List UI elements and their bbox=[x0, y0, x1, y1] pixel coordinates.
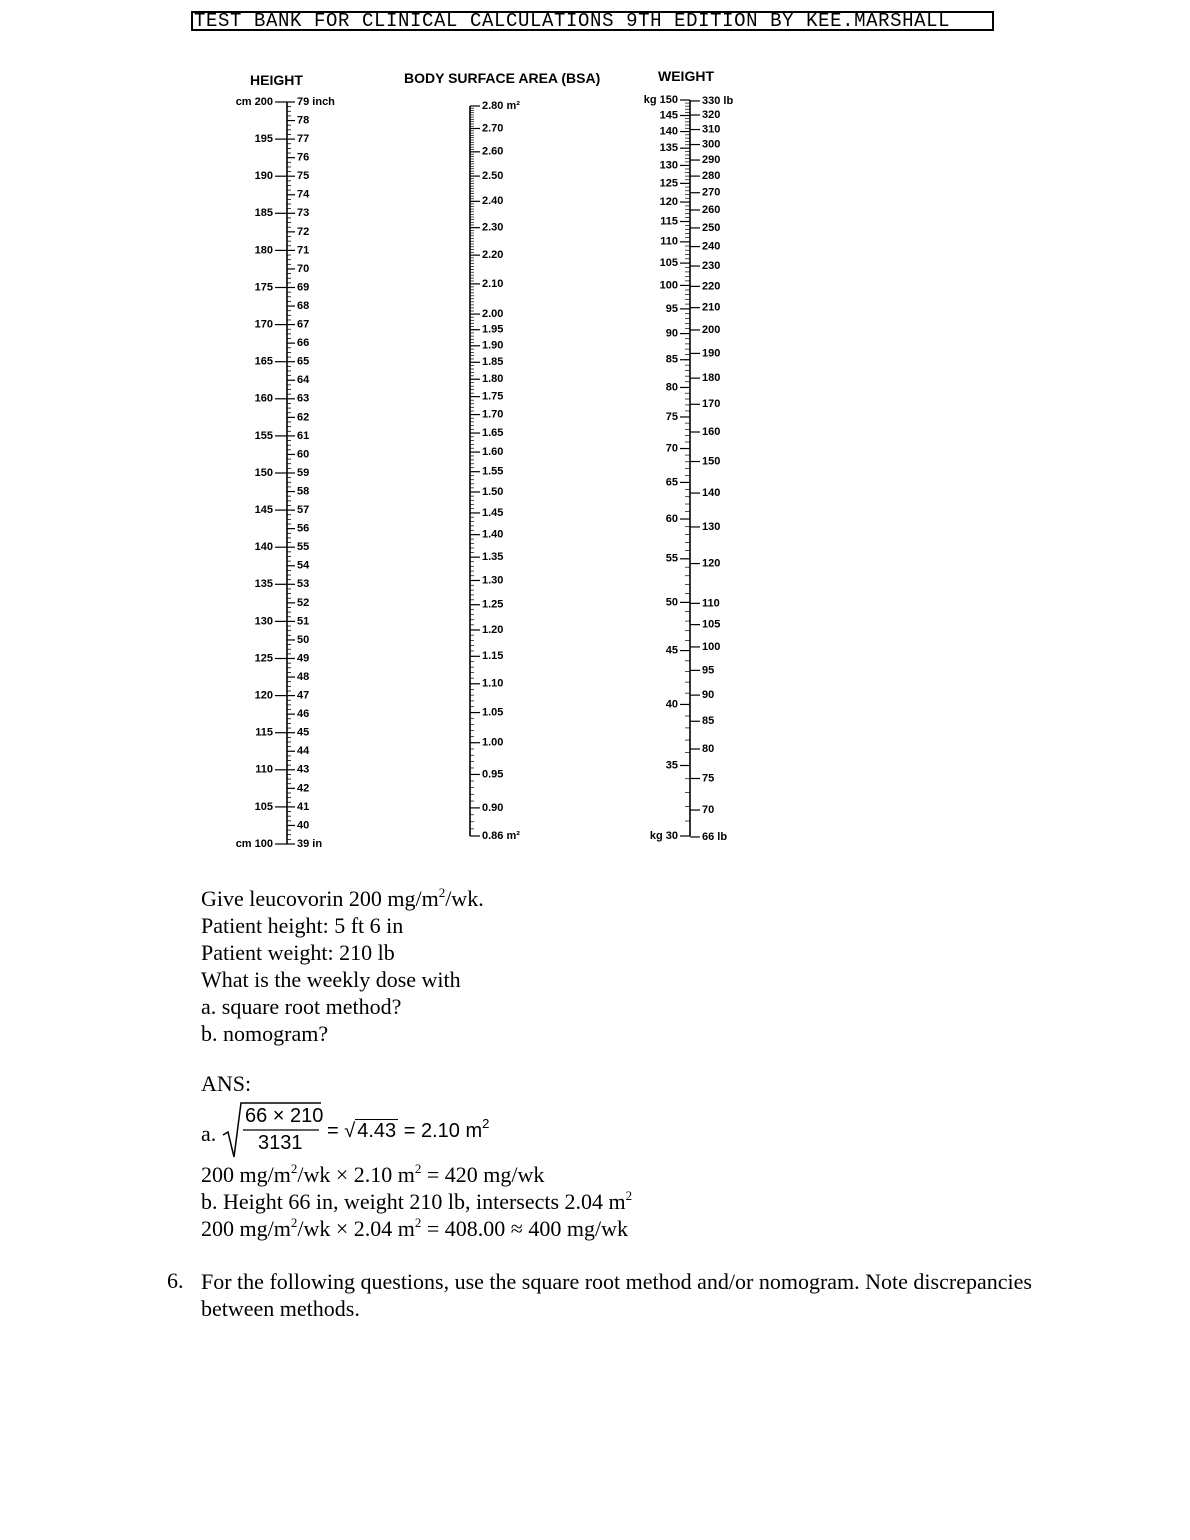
weight-kg-label: 135 bbox=[659, 142, 678, 155]
height-cm-label: cm 200 bbox=[235, 95, 273, 108]
bsa-label: 1.75 bbox=[482, 390, 504, 403]
answer-label: ANS: bbox=[201, 1071, 252, 1096]
bsa-label: 2.30 bbox=[482, 221, 504, 234]
weight-lb-label: 66 lb bbox=[702, 830, 728, 843]
height-inch-label: 60 bbox=[297, 448, 310, 461]
item-number: 6. bbox=[167, 1268, 184, 1293]
weight-lb-label: 70 bbox=[702, 803, 715, 816]
weight-lb-label: 80 bbox=[702, 742, 715, 755]
fraction-numerator: 66 × 210 bbox=[245, 1105, 324, 1127]
height-inch-label: 62 bbox=[297, 411, 310, 424]
answer-a-label: a. bbox=[201, 1121, 217, 1146]
bsa-label: 1.95 bbox=[482, 323, 504, 336]
weight-lb-label: 90 bbox=[702, 689, 715, 702]
height-cm-label: 105 bbox=[254, 800, 273, 813]
height-inch-label: 45 bbox=[297, 726, 310, 739]
weight-kg-label: 105 bbox=[659, 257, 678, 270]
weight-kg-label: 70 bbox=[665, 442, 678, 455]
height-cm-label: 115 bbox=[255, 726, 273, 739]
height-scale bbox=[236, 96, 335, 850]
weight-kg-label: 60 bbox=[665, 512, 678, 525]
height-inch-label: 41 bbox=[297, 800, 310, 813]
height-inch-label: 46 bbox=[297, 708, 310, 721]
height-inch-label: 50 bbox=[297, 633, 310, 646]
problem-height-line: Patient height: 5 ft 6 in bbox=[201, 913, 404, 938]
height-inch-label: 77 bbox=[297, 133, 310, 146]
bsa-label: 1.85 bbox=[482, 356, 504, 369]
answer-lines bbox=[201, 1161, 632, 1242]
height-inch-label: 43 bbox=[297, 763, 310, 776]
height-inch-label: 40 bbox=[297, 819, 310, 832]
height-cm-label: 110 bbox=[255, 763, 273, 776]
height-inch-label: 70 bbox=[297, 262, 310, 275]
height-cm-label: 120 bbox=[254, 689, 273, 702]
height-inch-label: 47 bbox=[297, 689, 310, 702]
weight-scale-title: WEIGHT bbox=[658, 68, 714, 84]
weight-lb-label: 300 bbox=[702, 138, 721, 151]
height-scale-title: HEIGHT bbox=[250, 72, 303, 88]
height-cm-label: 165 bbox=[254, 355, 273, 368]
height-inch-label: 52 bbox=[297, 596, 310, 609]
height-cm-label: 130 bbox=[254, 615, 273, 628]
bsa-label: 2.00 bbox=[482, 307, 504, 320]
height-cm-label: cm 100 bbox=[235, 837, 273, 850]
weight-kg-label: 55 bbox=[665, 552, 678, 565]
problem-weight-line: Patient weight: 210 lb bbox=[201, 940, 395, 965]
height-inch-label: 55 bbox=[297, 541, 310, 554]
height-cm-label: 135 bbox=[254, 578, 273, 591]
weight-kg-label: kg 150 bbox=[643, 93, 678, 106]
height-cm-label: 155 bbox=[254, 429, 273, 442]
height-inch-label: 42 bbox=[297, 782, 310, 795]
height-cm-label: 150 bbox=[254, 466, 273, 479]
height-inch-label: 68 bbox=[297, 299, 310, 312]
height-inch-label: 54 bbox=[297, 559, 310, 572]
bsa-label: 1.20 bbox=[482, 623, 504, 636]
weight-kg-label: 45 bbox=[665, 644, 678, 657]
weight-kg-label: 50 bbox=[665, 596, 678, 609]
weight-lb-label: 200 bbox=[702, 323, 721, 336]
square-root-formula bbox=[201, 1099, 621, 1159]
weight-kg-label: 100 bbox=[659, 279, 678, 292]
height-cm-label: 185 bbox=[254, 207, 273, 220]
weight-lb-label: 110 bbox=[702, 597, 720, 610]
weight-lb-label: 130 bbox=[702, 520, 721, 533]
height-inch-label: 69 bbox=[297, 281, 310, 294]
bsa-label: 1.30 bbox=[482, 574, 504, 587]
weight-lb-label: 160 bbox=[702, 425, 721, 438]
bsa-label: 2.40 bbox=[482, 195, 504, 208]
height-inch-label: 74 bbox=[297, 188, 310, 201]
weight-lb-label: 270 bbox=[702, 186, 721, 199]
bsa-nomogram bbox=[220, 60, 760, 870]
weight-kg-label: 90 bbox=[665, 327, 678, 340]
bsa-label: 1.70 bbox=[482, 408, 504, 421]
weight-kg-label: 65 bbox=[665, 476, 678, 489]
bsa-label: 2.60 bbox=[482, 145, 504, 158]
height-inch-label: 67 bbox=[297, 318, 310, 331]
bsa-scale-title: BODY SURFACE AREA (BSA) bbox=[404, 70, 601, 86]
weight-lb-label: 230 bbox=[702, 259, 721, 272]
height-inch-label: 75 bbox=[297, 170, 310, 183]
bsa-label: 2.50 bbox=[482, 169, 504, 182]
height-cm-label: 145 bbox=[254, 504, 273, 517]
height-inch-label: 49 bbox=[297, 652, 310, 665]
height-inch-label: 65 bbox=[297, 355, 310, 368]
weight-lb-label: 75 bbox=[702, 772, 715, 785]
bsa-label: 2.70 bbox=[482, 122, 504, 135]
weight-lb-label: 310 bbox=[702, 123, 721, 136]
bsa-label: 1.15 bbox=[482, 650, 504, 663]
bsa-label: 0.86 m² bbox=[482, 829, 520, 842]
weight-kg-label: 145 bbox=[659, 109, 678, 122]
weight-kg-label: 110 bbox=[660, 235, 678, 248]
bsa-label: 2.80 m² bbox=[482, 99, 520, 112]
height-cm-label: 170 bbox=[254, 318, 273, 331]
height-cm-label: 140 bbox=[254, 541, 273, 554]
height-inch-label: 58 bbox=[297, 485, 310, 498]
page-header-title: TEST BANK FOR CLINICAL CALCULATIONS 9TH EDITION BY KEE.MARSHALL bbox=[191, 11, 994, 31]
weight-lb-label: 240 bbox=[702, 240, 721, 253]
bsa-label: 1.90 bbox=[482, 339, 504, 352]
problem-statement bbox=[201, 885, 484, 1047]
weight-lb-label: 100 bbox=[702, 640, 721, 653]
weight-lb-label: 220 bbox=[702, 280, 721, 293]
formula-result: = √ 4.43 = 2.10 $m^2$ bbox=[327, 1116, 490, 1142]
height-inch-label: 71 bbox=[297, 244, 310, 257]
bsa-label: 1.25 bbox=[482, 598, 504, 611]
bsa-label: 1.65 bbox=[482, 426, 504, 439]
weight-kg-label: 80 bbox=[665, 381, 678, 394]
height-inch-label: 59 bbox=[297, 466, 310, 479]
answer-b-dose-line: 200 $mg/m^2/wk \times 2.04$ $m^2 = 408.00 \approx 400$ mg/wk bbox=[201, 1215, 628, 1241]
weight-lb-label: 120 bbox=[702, 557, 721, 570]
weight-lb-label: 280 bbox=[702, 169, 721, 182]
bsa-label: 1.55 bbox=[482, 465, 504, 478]
weight-lb-label: 95 bbox=[702, 664, 715, 677]
bsa-label: 1.10 bbox=[482, 677, 504, 690]
weight-lb-label: 140 bbox=[702, 486, 721, 499]
weight-lb-label: 150 bbox=[702, 455, 721, 468]
problem-dose-line: Give leucovorin 200 $mg/m^2/wk$. bbox=[201, 885, 484, 911]
weight-kg-label: 125 bbox=[659, 177, 678, 190]
height-cm-label: 125 bbox=[254, 652, 273, 665]
weight-lb-label: 330 lb bbox=[702, 94, 734, 107]
bsa-label: 1.05 bbox=[482, 706, 504, 719]
weight-lb-label: 105 bbox=[702, 618, 721, 631]
height-inch-label: 79 inch bbox=[297, 95, 335, 108]
bsa-scale bbox=[470, 100, 520, 842]
weight-lb-label: 210 bbox=[702, 301, 721, 314]
weight-kg-label: 95 bbox=[665, 302, 678, 315]
weight-kg-label: 130 bbox=[659, 159, 678, 172]
bsa-label: 1.35 bbox=[482, 551, 504, 564]
weight-kg-label: 40 bbox=[665, 698, 678, 711]
weight-scale bbox=[644, 94, 734, 843]
height-inch-label: 57 bbox=[297, 504, 310, 517]
height-inch-label: 56 bbox=[297, 522, 310, 535]
problem-question-line: What is the weekly dose with bbox=[201, 967, 461, 992]
height-inch-label: 61 bbox=[297, 429, 310, 442]
weight-lb-label: 260 bbox=[702, 203, 721, 216]
height-cm-label: 160 bbox=[254, 392, 273, 405]
bsa-label: 1.40 bbox=[482, 528, 504, 541]
height-cm-label: 190 bbox=[254, 170, 273, 183]
weight-lb-label: 180 bbox=[702, 372, 721, 385]
height-inch-label: 51 bbox=[297, 615, 310, 628]
weight-lb-label: 85 bbox=[702, 715, 715, 728]
height-inch-label: 66 bbox=[297, 337, 310, 350]
bsa-label: 0.95 bbox=[482, 768, 504, 781]
height-inch-label: 76 bbox=[297, 151, 310, 164]
weight-kg-label: kg 30 bbox=[649, 829, 678, 842]
problem-option-b: b. nomogram? bbox=[201, 1021, 329, 1046]
height-cm-label: 195 bbox=[254, 133, 273, 146]
bsa-label: 1.50 bbox=[482, 485, 504, 498]
weight-lb-label: 290 bbox=[702, 153, 721, 166]
height-cm-label: 180 bbox=[254, 244, 273, 257]
weight-kg-label: 35 bbox=[665, 759, 678, 772]
weight-kg-label: 85 bbox=[665, 353, 678, 366]
height-inch-label: 44 bbox=[297, 745, 310, 758]
problem-option-a: a. square root method? bbox=[201, 994, 402, 1019]
weight-kg-label: 115 bbox=[660, 215, 678, 228]
height-inch-label: 53 bbox=[297, 578, 310, 591]
fraction-denominator: 3131 bbox=[258, 1132, 303, 1154]
answer-a-dose-line: 200 $mg/m^2/wk \times 2.10$ $m^2 = 420$ mg/wk bbox=[201, 1161, 545, 1187]
weight-kg-label: 75 bbox=[665, 410, 678, 423]
weight-kg-label: 140 bbox=[659, 125, 678, 138]
height-inch-label: 48 bbox=[297, 670, 310, 683]
height-inch-label: 73 bbox=[297, 207, 310, 220]
height-inch-label: 63 bbox=[297, 392, 310, 405]
bsa-label: 1.60 bbox=[482, 445, 504, 458]
answer-b-nomogram-line: b. Height 66 in, weight 210 lb, intersects 2.04 $m^2$ bbox=[201, 1188, 633, 1214]
bsa-label: 0.90 bbox=[482, 801, 504, 814]
weight-lb-label: 250 bbox=[702, 221, 721, 234]
height-inch-label: 64 bbox=[297, 374, 310, 387]
bsa-label: 2.20 bbox=[482, 249, 504, 262]
weight-lb-label: 170 bbox=[702, 398, 721, 411]
weight-lb-label: 320 bbox=[702, 108, 721, 121]
height-cm-label: 175 bbox=[254, 281, 273, 294]
bsa-label: 1.80 bbox=[482, 373, 504, 386]
weight-lb-label: 190 bbox=[702, 347, 721, 360]
item-instruction: For the following questions, use the square root method and/or nomogram. Note discrepancies between methods. bbox=[201, 1269, 1032, 1321]
height-inch-label: 72 bbox=[297, 225, 310, 238]
bsa-label: 1.45 bbox=[482, 506, 504, 519]
height-inch-label: 39 in bbox=[297, 837, 323, 850]
bsa-label: 2.10 bbox=[482, 277, 504, 290]
height-inch-label: 78 bbox=[297, 114, 310, 127]
weight-kg-label: 120 bbox=[659, 195, 678, 208]
bsa-label: 1.00 bbox=[482, 736, 504, 749]
